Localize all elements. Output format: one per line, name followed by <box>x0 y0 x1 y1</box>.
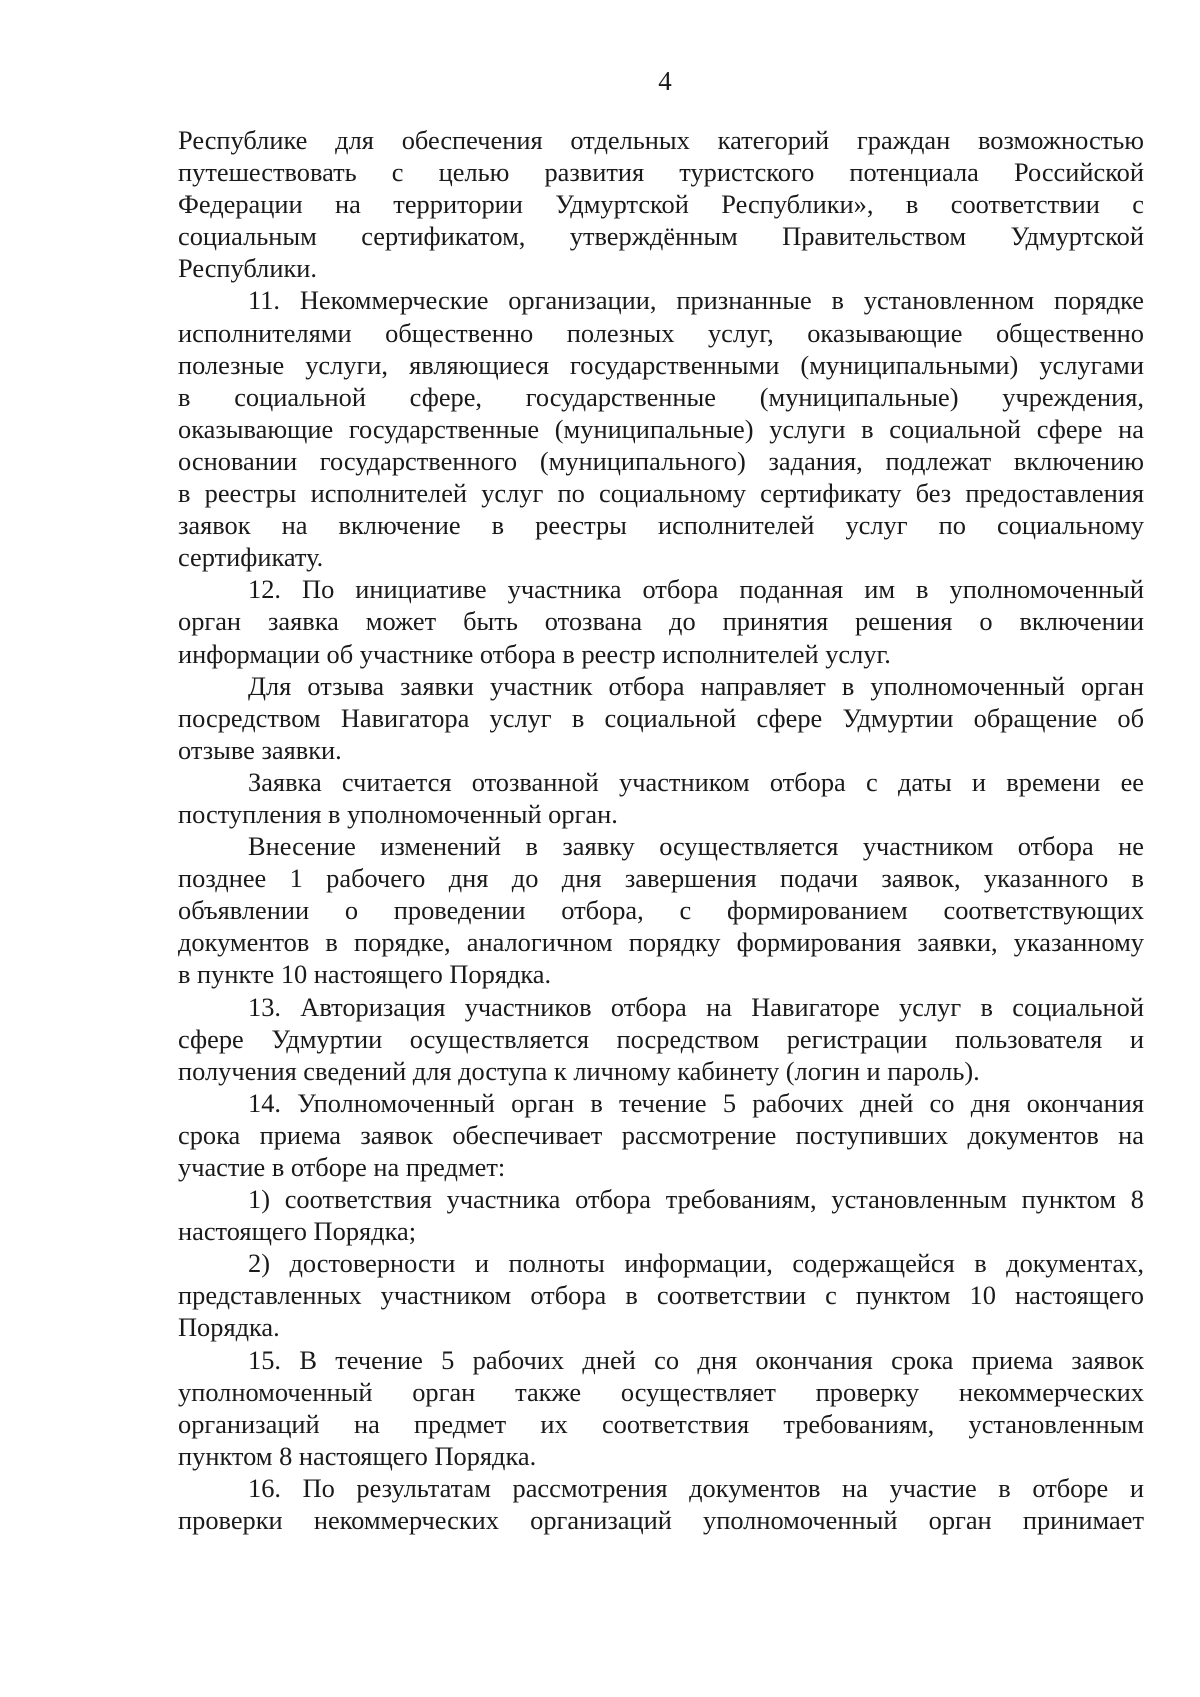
text-line: отзыве заявки. <box>178 734 342 765</box>
text-line: Порядка. <box>178 1312 280 1343</box>
text-line: пунктом 8 настоящего Порядка. <box>178 1440 537 1471</box>
paragraph <box>178 1344 1144 1472</box>
text-line: в пункте 10 настоящего Порядка. <box>178 959 552 990</box>
text-line: сфере Удмуртии осуществляется посредством регистрации пользователя и <box>178 1023 1144 1054</box>
text-line: заявок на включение в реестры исполнителей услуг по социальному <box>178 510 1144 541</box>
text-line: Для отзыва заявки участник отбора направляет в уполномоченный орган <box>248 670 1144 701</box>
paragraph <box>178 124 1144 284</box>
text-line: поступления в уполномоченный орган. <box>178 798 618 829</box>
text-line: 11. Некоммерческие организации, признанные в установленном порядке <box>248 285 1144 316</box>
text-line: 12. По инициативе участника отбора поданная им в уполномоченный <box>248 574 1144 605</box>
text-line: 15. В течение 5 рабочих дней со дня окончания срока приема заявок <box>248 1344 1144 1375</box>
paragraph <box>178 1247 1144 1343</box>
paragraph <box>178 991 1144 1087</box>
text-line: объявлении о проведении отбора, с формированием соответствующих <box>178 895 1144 926</box>
text-line: 13. Авторизация участников отбора на Навигаторе услуг в социальной <box>248 991 1144 1022</box>
text-line: в реестры исполнителей услуг по социальному сертификату без предоставления <box>178 478 1144 509</box>
text-line: документов в порядке, аналогичном порядку формирования заявки, указанному <box>178 927 1144 958</box>
paragraph <box>178 573 1144 669</box>
text-line: 1) соответствия участника отбора требованиям, установленным пунктом 8 <box>248 1184 1144 1215</box>
text-line: позднее 1 рабочего дня до дня завершения подачи заявок, указанного в <box>178 863 1144 894</box>
text-line: настоящего Порядка; <box>178 1216 417 1247</box>
text-line: проверки некоммерческих организаций уполномоченный орган принимает <box>178 1505 1144 1536</box>
paragraph <box>178 830 1144 990</box>
text-line: оказывающие государственные (муниципальные) услуги в социальной сфере на <box>178 413 1144 444</box>
paragraph <box>178 284 1144 573</box>
text-line: основании государственного (муниципального) задания, подлежат включению <box>178 445 1144 476</box>
text-line: полезные услуги, являющиеся государственными (муниципальными) услугами <box>178 349 1144 380</box>
text-line: уполномоченный орган также осуществляет проверку некоммерческих <box>178 1376 1144 1407</box>
text-line: получения сведений для доступа к личному кабинету (логин и пароль). <box>178 1055 980 1086</box>
document-body <box>178 124 1144 1536</box>
text-line: исполнителями общественно полезных услуг, оказывающие общественно <box>178 317 1144 348</box>
text-line: 16. По результатам рассмотрения документов на участие в отборе и <box>248 1472 1144 1503</box>
text-line: Заявка считается отозванной участником отбора с даты и времени ее <box>248 766 1144 797</box>
paragraph <box>178 1472 1144 1536</box>
paragraph <box>178 1183 1144 1247</box>
text-line: Федерации на территории Удмуртской Республики», в соответствии с <box>178 189 1144 220</box>
text-line: Внесение изменений в заявку осуществляется участником отбора не <box>248 831 1144 862</box>
text-line: участие в отборе на предмет: <box>178 1152 506 1182</box>
page-number: 4 <box>658 66 672 96</box>
text-line: 14. Уполномоченный орган в течение 5 рабочих дней со дня окончания <box>248 1087 1144 1118</box>
text-line: организаций на предмет их соответствия требованиям, установленным <box>178 1408 1144 1439</box>
paragraph <box>178 1087 1144 1183</box>
paragraph <box>178 766 1144 830</box>
text-line: посредством Навигатора услуг в социальной сфере Удмуртии обращение об <box>178 702 1144 733</box>
paragraph <box>178 670 1144 766</box>
text-line: социальным сертификатом, утверждённым Правительством Удмуртской <box>178 221 1144 252</box>
text-line: представленных участником отбора в соответствии с пунктом 10 настоящего <box>178 1280 1144 1311</box>
text-line: информации об участнике отбора в реестр исполнителей услуг. <box>178 638 891 669</box>
text-line: срока приема заявок обеспечивает рассмотрение поступивших документов на <box>178 1119 1144 1150</box>
text-line: сертификату. <box>178 542 324 573</box>
text-line: в социальной сфере, государственные (муниципальные) учреждения, <box>178 381 1144 412</box>
text-line: путешествовать с целью развития туристского потенциала Российской <box>178 157 1144 188</box>
text-line: Республике для обеспечения отдельных категорий граждан возможностью <box>178 125 1144 155</box>
text-line: 2) достоверности и полноты информации, содержащейся в документах, <box>248 1248 1144 1279</box>
text-line: орган заявка может быть отозвана до принятия решения о включении <box>178 606 1144 637</box>
text-line: Республики. <box>178 253 317 284</box>
